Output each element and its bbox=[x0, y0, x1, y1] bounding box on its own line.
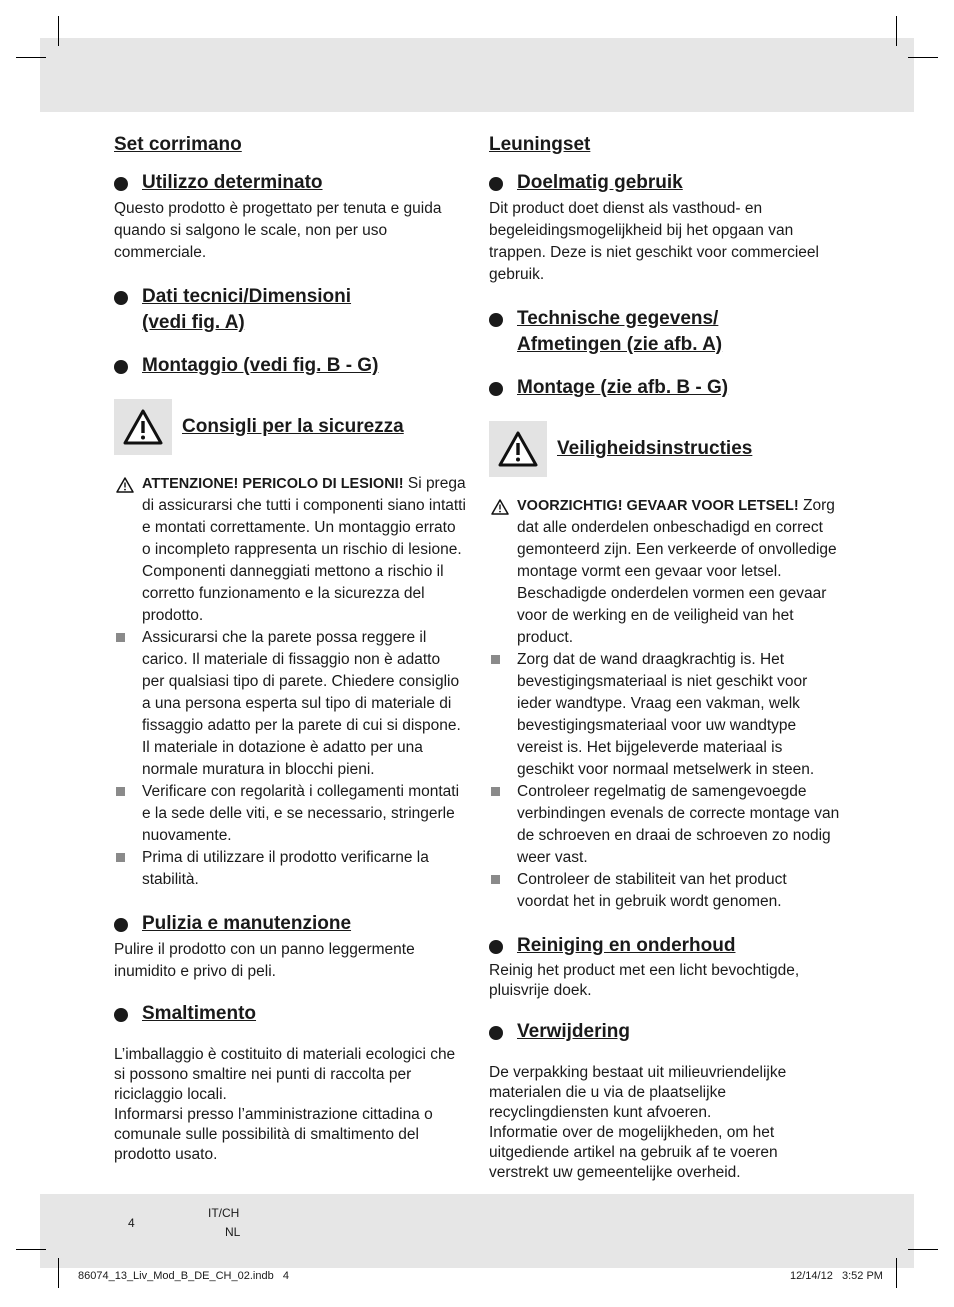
list-item: Assicurarsi che la parete possa reggere il carico. Il materiale di fissaggio non è adatto per qualsiasi tipo di parete. Chiedere consiglio a una persona esperta sul tipo di materiale di fissaggio adatto per la parete di cui si dispone. Il materiale in dotazione è adatto per una normale muratura in blocchi pieni. bbox=[114, 627, 466, 781]
section-body: Pulire il prodotto con un panno leggermente inumidito e privo di peli. bbox=[114, 941, 415, 980]
warning-small-icon bbox=[116, 477, 134, 500]
bullet-dot-icon bbox=[114, 291, 128, 305]
crop-mark bbox=[58, 16, 59, 46]
section-heading: Doelmatig gebruik bbox=[489, 170, 841, 196]
crop-mark bbox=[908, 57, 938, 58]
language-code: IT/CH bbox=[208, 1206, 240, 1220]
list-item: Zorg dat de wand draagkrachtig is. Het bevestigingsmateriaal is niet geschikt voor ieder wandtype. Vraag een vakman, welk bevestigingsmateriaal voor uw wandtype vereist is. Het bijgeleverde materiaal is geschikt voor normaal metselwerk in steen. bbox=[489, 649, 841, 781]
warning-small-icon bbox=[491, 499, 509, 522]
print-date: 12/14/12 3:52 PM bbox=[790, 1270, 883, 1282]
list-item: Verificare con regolarità i collegamenti montati e la sede delle viti, e se necessario, stringerle nuovamente. bbox=[114, 781, 466, 847]
list-item: Prima di utilizzare il prodotto verificarne la stabilità. bbox=[114, 847, 466, 891]
bullet-dot-icon bbox=[114, 360, 128, 374]
warning-paragraph: VOORZICHTIG! GEVAAR VOOR LETSEL! Zorg dat alle onderdelen onbeschadigd en correct gemonteerd zijn. Een verkeerde of onvolledige montage vormt een gevaar voor letsel. Beschadigde onderdelen vormen een gevaar voor de werking en de veiligheid van het product. bbox=[489, 495, 841, 649]
bullet-dot-icon bbox=[489, 940, 503, 954]
section-heading: Montage (zie afb. B - G) bbox=[489, 375, 841, 401]
crop-mark bbox=[16, 1249, 46, 1250]
section-heading: Dati tecnici/Dimensioni (vedi fig. A) bbox=[114, 284, 466, 336]
bullet-dot-icon bbox=[489, 382, 503, 396]
warning-triangle-icon bbox=[114, 399, 172, 455]
square-bullet-icon bbox=[491, 653, 500, 664]
page-number: 4 bbox=[128, 1216, 135, 1230]
section-body: Dit product doet dienst als vasthoud- en begeleidingsmogelijkheid bij het opgaan van trappen. Deze is niet geschikt voor commercieel gebruik. bbox=[489, 200, 819, 283]
file-info: 86074_13_Liv_Mod_B_DE_CH_02.indb 4 bbox=[78, 1270, 289, 1282]
bullet-dot-icon bbox=[489, 177, 503, 191]
section-heading: Smaltimento bbox=[114, 1001, 466, 1027]
section-heading: Technische gegevens/ Afmetingen (zie afb. A) bbox=[489, 306, 841, 358]
bullet-dot-icon bbox=[114, 1008, 128, 1022]
warning-paragraph: ATTENZIONE! PERICOLO DI LESIONI! Si prega di assicurarsi che tutti i componenti siano intatti e montati correttamente. Un montaggio errato o incompleto rappresenta un rischio di lesione. Componenti danneggiati mettono a rischio il corretto funzionamento e la sicurezza del prodotto. bbox=[114, 473, 466, 627]
section-body: Reinig het product met een licht bevochtigde, pluisvrije doek. bbox=[489, 962, 800, 999]
section-heading: Reiniging en onderhoud bbox=[489, 933, 841, 959]
language-code: NL bbox=[225, 1225, 241, 1239]
bullet-dot-icon bbox=[114, 918, 128, 932]
list-item: Controleer regelmatig de samengevoegde verbindingen evenals de correcte montage van de schroeven en draai de schroeven zo nodig weer vast. bbox=[489, 781, 841, 869]
crop-mark bbox=[908, 1249, 938, 1250]
section-body: Informatie over de mogelijkheden, om het uitgediende artikel na gebruik af te voeren verstrekt uw gemeentelijke overheid. bbox=[489, 1124, 778, 1181]
section-body: Informarsi presso l’amministrazione cittadina o comunale sulle possibilità di smaltimento del prodotto usato. bbox=[114, 1106, 433, 1163]
warning-triangle-icon bbox=[489, 421, 547, 477]
section-body: Questo prodotto è progettato per tenuta e guida quando si salgono le scale, non per uso commerciale. bbox=[114, 200, 442, 261]
page-title: Leuningset bbox=[489, 134, 591, 155]
column-italian bbox=[114, 132, 466, 1165]
section-heading: Montaggio (vedi fig. B - G) bbox=[114, 353, 466, 379]
header-band bbox=[40, 38, 914, 112]
page-title: Set corrimano bbox=[114, 134, 242, 155]
section-heading: Utilizzo determinato bbox=[114, 170, 466, 196]
crop-mark bbox=[16, 57, 46, 58]
section-body: De verpakking bestaat uit milieuvriendelijke materialen die u via de plaatselijke recyclingdiensten kunt afvoeren. bbox=[489, 1064, 787, 1121]
safety-heading: Veiligheidsinstructies bbox=[489, 421, 841, 477]
crop-mark bbox=[58, 1258, 59, 1288]
footer-band bbox=[40, 1194, 914, 1268]
square-bullet-icon bbox=[116, 631, 125, 642]
crop-mark bbox=[896, 1258, 897, 1288]
bullet-dot-icon bbox=[489, 313, 503, 327]
list-item: Controleer de stabiliteit van het product voordat het in gebruik wordt genomen. bbox=[489, 869, 841, 913]
square-bullet-icon bbox=[491, 873, 500, 884]
crop-mark bbox=[896, 16, 897, 46]
safety-heading: Consigli per la sicurezza bbox=[114, 399, 466, 455]
bullet-dot-icon bbox=[114, 177, 128, 191]
section-heading: Pulizia e manutenzione bbox=[114, 911, 466, 937]
square-bullet-icon bbox=[116, 851, 125, 862]
section-heading: Verwijdering bbox=[489, 1019, 841, 1045]
square-bullet-icon bbox=[116, 785, 125, 796]
section-body: L’imballaggio è costituito di materiali ecologici che si possono smaltire nei punti di raccolta per riciclaggio locali. bbox=[114, 1046, 456, 1103]
square-bullet-icon bbox=[491, 785, 500, 796]
bullet-dot-icon bbox=[489, 1026, 503, 1040]
column-dutch bbox=[489, 132, 841, 1183]
